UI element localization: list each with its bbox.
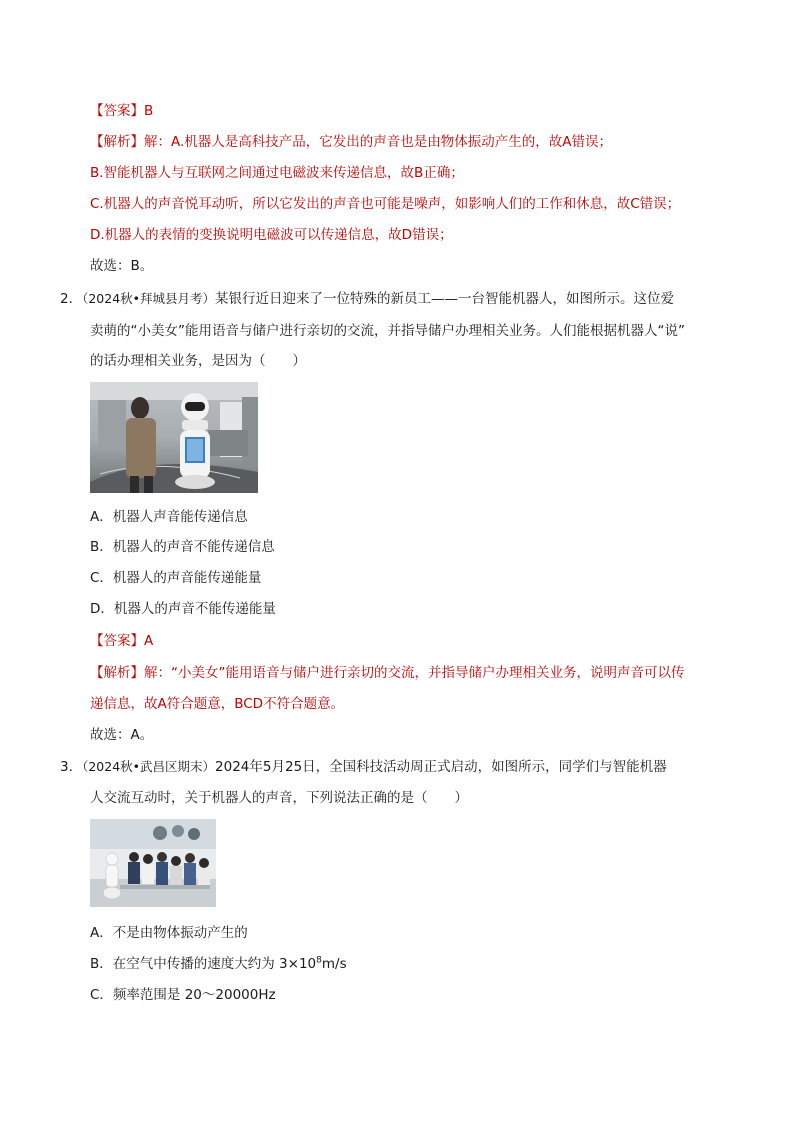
q2-option-b: B．机器人的声音不能传递信息 [90, 539, 275, 555]
q3-stem-line-1 [60, 758, 667, 776]
q3-option-b [90, 955, 347, 973]
question-number: 3． [60, 759, 83, 775]
q2-analysis-line-2: 递信息，故A符合题意，BCD不符合题意。 [90, 696, 345, 712]
option-b-exponent: 8 [316, 955, 322, 966]
q3-option-c: C．频率范围是 20～20000Hz [90, 987, 276, 1003]
question-stem: 2024年5月25日，全国科技活动周正式启动，如图所示，同学们与智能机器 [215, 759, 667, 775]
question-source: （2024秋•武昌区期末） [82, 759, 216, 774]
question-number: 2． [60, 291, 83, 307]
q2-analysis-line-1 [90, 664, 685, 682]
analysis-tag: 【解析】 [90, 665, 144, 681]
option-b-unit: m/s [321, 956, 347, 972]
q3-stem-line-2: 人交流互动时，关于机器人的声音，下列说法正确的是（ ） [90, 790, 468, 806]
option-b-text: B．在空气中传播的速度大约为 3×10 [90, 956, 317, 972]
q2-option-c: C．机器人的声音能传递能量 [90, 570, 262, 586]
q3-robot-photo [90, 819, 216, 907]
q3-option-a: A．不是由物体振动产生的 [90, 925, 248, 941]
answer-value: A [144, 633, 154, 649]
q2-stem-line-1 [60, 290, 674, 308]
q1-analysis-line-2: B.智能机器人与互联网之间通过电磁波来传递信息，故B正确； [90, 165, 464, 181]
q2-robot-photo [90, 382, 258, 493]
analysis-tag: 【解析】 [90, 134, 144, 150]
analysis-text: 解：A.机器人是高科技产品，它发出的声音也是由物体振动产生的，故A错误； [144, 134, 613, 150]
question-source: （2024秋•拜城县月考） [82, 291, 216, 306]
answer-value: B [144, 103, 154, 119]
q2-answer [90, 632, 153, 650]
analysis-text: 解：“小美女”能用语音与储户进行亲切的交流，并指导储户办理相关业务，说明声音可以传 [144, 665, 685, 681]
q1-analysis-line-1 [90, 133, 612, 151]
q2-conclusion: 故选：A。 [90, 727, 154, 743]
question-stem: 某银行近日迎来了一位特殊的新员工——一台智能机器人，如图所示。这位爱 [215, 291, 675, 307]
q1-answer [90, 102, 153, 120]
answer-tag: 【答案】 [90, 633, 144, 649]
answer-tag: 【答案】 [90, 103, 144, 119]
q2-stem-line-2: 卖萌的“小美女”能用语音与储户进行亲切的交流，并指导储户办理相关业务。人们能根据机器人“说” [90, 323, 685, 339]
q2-option-a: A．机器人声音能传递信息 [90, 509, 248, 525]
q1-analysis-line-3: C.机器人的声音悦耳动听，所以它发出的声音也可能是噪声，如影响人们的工作和休息，故C错误； [90, 196, 681, 212]
q2-option-d: D．机器人的声音不能传递能量 [90, 601, 276, 617]
q1-analysis-line-4: D.机器人的表情的变换说明电磁波可以传递信息，故D错误； [90, 227, 453, 243]
q2-stem-line-3: 的话办理相关业务，是因为（ ） [90, 353, 306, 369]
q1-conclusion: 故选：B。 [90, 258, 154, 274]
